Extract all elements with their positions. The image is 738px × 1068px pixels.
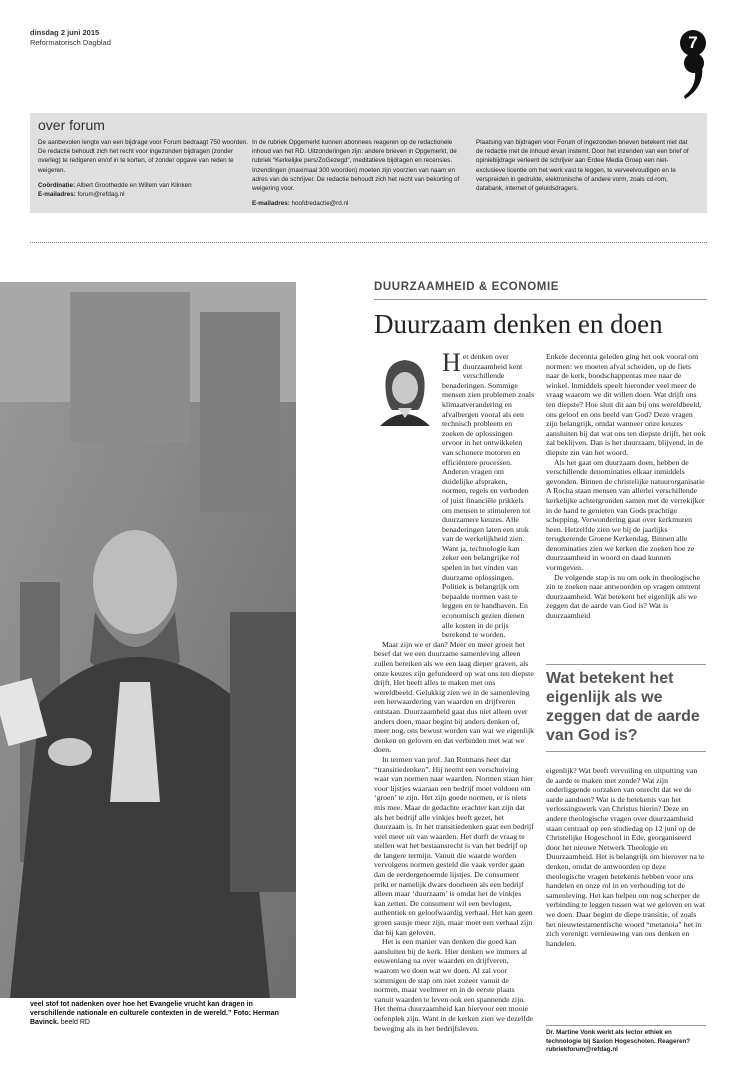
forum-text-1: De aanbevolen lengte van een bijdrage voor Forum bedraagt 750 woorden. De redactie behoudt zich het recht voor ingezonden bijdragen (zonder overleg) te redigeren en/of in te korten, of zonder opgave van reden te weigeren.	[38, 139, 249, 174]
paragraph: eigenlijk? Wat beeft vervuiling en uitputting van de aarde te maken met zonde? Wat zijn onderliggende oorzaken van onrecht dat we de aarde aandoen? Wat is de betekenis van het verlossingswerk van Christus hierin? Deze en andere theologische vragen over duurzaamheid staan centraal op een studiedag op 12 juni op de Christelijke Hogeschool in Ede, georganiseerd door het nieuwe Netwerk Theologie en Duurzaamheid. Het is belangrijk om hierover na te denken, omdat de antwoorden op deze theologische vragen betekenis hebben voor ons handelen en onze rol in en verhouding tot de samenleving. Het kan helpen om nog scherper de verbinding te leggen tussen wat we geloven en wat we doen. Daar begint de diepe transitie, of zoals het nieuwtestamentische woord “metanoia” het in zich verenigt: vernieuwing van ons denken en handelen.	[546, 766, 705, 948]
paragraph: De volgende stap is nu om ook in theologische zin te zoeken naar antwoorden op vragen omtrent duurzaamheid. Wat betekent het eigenlijk als we zeggen dat de aarde van God is? Wat is duurzaamheid	[546, 572, 701, 621]
newspaper-name: Reformatorisch Dagblad	[30, 38, 111, 47]
coordination-value: Albert Groothedde en Willem van Klinken	[76, 181, 192, 189]
paragraph: Maar zijn we er dan? Meer en meer groeit het besef dat we een duurzame samenleving alleen zullen bereiken als we een laag dieper graven, als onze keuzes zijn gefundeerd op wat ons ten diepste drijft. Het heeft alles te maken met ons wereldbeeld. Gelukkig zien we in de samenleving een herwaardering van waarden en drijfveren ontstaan. Duurzaamheid gaat dus niet alleen over anders doen, maar begint bij anders denken of, meer nog, ons bewust worden van wat we eigenlijk denken en geloven en dat verbinden met wat we doen.	[374, 639, 535, 755]
caption-text: veel stof tot nadenken over hoe het Evangelie vrucht kan dragen in verschillende nationale en culturele contexten in de wereld.” Foto: Herman Bavinck.	[30, 1001, 279, 1026]
forum-text-2: In de rubriek Opgemerkt kunnen abonnees reageren op de redactionele inhoud van het RD. Uitzonderingen zijn: andere brieven in Opgemerkt, de rubriek “Kerkelijke pers/ZoGezegd”, meditatieve bijdragen en recensies. Inzendingen (maximaal 300 woorden) moeten zijn voorzien van naam en adres van de schrijver. De redactie behoudt zich het recht van bekorting of weigering voor.	[252, 139, 460, 193]
photo-credit: beeld RD	[60, 1019, 90, 1026]
pull-quote	[546, 664, 706, 752]
editor-email-line	[252, 199, 464, 208]
paragraph-text: et denken over duurzaamheid kent verschillende benaderingen. Sommige mensen zien problemen zoals klimaatverandering en afvalbergen vooral als een technisch probleem en zoeken de oplossingen ervoor in het ontwikkelen van schonere motoren en efficiëntere processen. Anderen vragen om duidelijke afspraken, normen, regels en verboden of juist financiële prikkels om mensen te stimuleren tot duurzamere keuzes. Alle benaderingen laten een stuk van de werkelijkheid zien. Want ja, technologie kan zeker een belangrijke rol spelen in het vinden van duurzame oplossingen. Politiek is belangrijk om bepaalde normen vast te leggen en te handhaven. En economisch gezien dienen alle kosten in de prijs berekend te worden.	[442, 352, 535, 640]
forum-column-3	[476, 138, 696, 193]
issue-date: dinsdag 2 juni 2015	[30, 28, 100, 37]
article-column-2-continued	[546, 766, 706, 948]
forum-text-3: Plaatsing van bijdragen voor Forum of ingezonden brieven betekent niet dat de redactie met de inhoud ervan instemt. Door het inzenden van een brief of opiniebijdrage verleent de schrijver aan Erdee Media Groep een niet-exclusieve licentie om het werk vast te leggen, te verveelvoudigen en te verspreiden in gedrukte, elektronische of andere vorm, zoals cd-rom, databank, internet of geluidsdragers.	[476, 139, 689, 193]
comma-logo-icon	[683, 52, 705, 100]
paragraph: In termen van prof. Jan Rotmans heet dat “transitiedenken”. Hij neemt een verschuiving waar van normen naar waarden. Normen staan hier voor lijstjes waaraan een bedrijf moet voldoen om ‘groen’ te zijn. Het zijn goede normen, er is niets mis mee. Maar de gedachte erachter kan zijn dat als het bedrijf alle vinkjes heeft gezet, het duurzaam is. In het transitiedenken gaat een bedrijf veel meer uit van waarden. Het durft de vraag te stellen wat het bestaansrecht is van het bedrijf op de langere termijn. Vanuit die waarde worden vervolgens normen gesteld die vaak verder gaan dan de eerdergenoemde lijstjes. De consument prikt er namelijk dwars doorheen als een bedrijf alleen maar ‘duurzaam’ is omdat het de vinkjes kan zetten. De consument wil een bevlogen, authentiek en geloofwaardig verhaal. Het kan geen groen sausje meer zijn, maar moet een verhaal zijn dat hij kan geloven.	[374, 754, 534, 937]
paragraph: Enkele decennia geleden ging het ook vooral om normen: we moeten afval scheiden, op de fiets naar de kerk, boodschappentas mee naar de winkel. Inmiddels speelt hieronder veel meer de vraag waarom we dit willen doen. Wat drijft ons ten diepste? Hoe sluit dit aan bij ons wereldbeeld, ons geloof en ons beeld van God? Deze vragen zijn belangrijk, omdat wanneer onze keuzes aansluiten bij dat wat ons ten diepste drijft, het ook zal beklijven. Dan is het duurzaam, blijvend, in de diepste zin van het woord.	[546, 352, 706, 457]
forum-column-2	[252, 138, 464, 208]
coordination-label: Coördinatie:	[38, 181, 76, 189]
article-column-1	[374, 348, 535, 1033]
forum-email-link[interactable]: forum@refdag.nl	[77, 191, 125, 199]
forum-title: over forum	[38, 117, 105, 133]
over-forum-box	[30, 113, 707, 213]
intro-paragraph	[442, 348, 535, 640]
section-divider	[30, 242, 707, 243]
page-number: 7	[680, 30, 706, 56]
bavinck-photo	[0, 282, 296, 998]
author-bio: Dr. Martine Vonk werkt als lector ethiek en technologie bij Saxion Hogescholen. Reageren? rubriekforum@refdag.nl	[546, 1025, 706, 1055]
photo-caption	[30, 1000, 292, 1027]
drop-cap: H	[442, 348, 461, 377]
rubric-divider	[374, 299, 707, 300]
forum-email-line	[38, 190, 250, 199]
pull-quote-text: Wat betekent het eigenlijk als we zeggen dat de aarde van God is?	[546, 670, 700, 744]
paragraph: Het is een manier van denken die goed kan aansluiten bij de kerk. Hier denken we immers al eeuwenlang na over waarden en drijfveren, waarom we doen wat we doen. Al zal voor sommigen de stap om niet zozeer vanuit de normen, maar veelmeer en in de eerste plaats vanuit waarden te leven ook een spannende zijn. Het thema duurzaamheid kan hiervoor een mooie oefenplek zijn. Want in de kerken zien we dezelfde beweging als in het bedrijfsleven.	[374, 937, 534, 1033]
forum-column-1	[38, 138, 250, 199]
masthead	[30, 28, 111, 48]
paragraph: Als het gaat om duurzaam doen, hebben de verschillende denominaties elkaar inmiddels gevonden. Binnen de christelijke natuurorganisatie A Rocha staan mensen van allerlei verschillende kerkelijke achtergronden samen met de verrekijker in de hand te genieten van Gods prachtige schepping. Verwondering gaat over kerkmuren heen. Hetzelfde zien we bij de jaarlijks terugkerende Groene Kerkendag. Binnen alle denominaties zien we kerken die zoeken hoe ze duurzaamheid in woord en daad kunnen vormgeven.	[546, 457, 705, 573]
email-label: E-mailadres:	[38, 191, 76, 199]
email-label: E-mailadres:	[252, 200, 290, 208]
coordination-line	[38, 181, 250, 190]
article-column-2	[546, 352, 706, 621]
article-headline: Duurzaam denken en doen	[374, 309, 663, 339]
article-rubric: DUURZAAMHEID & ECONOMIE	[374, 281, 560, 293]
editor-email-link[interactable]: hoofdredactie@rd.nl	[291, 200, 349, 208]
